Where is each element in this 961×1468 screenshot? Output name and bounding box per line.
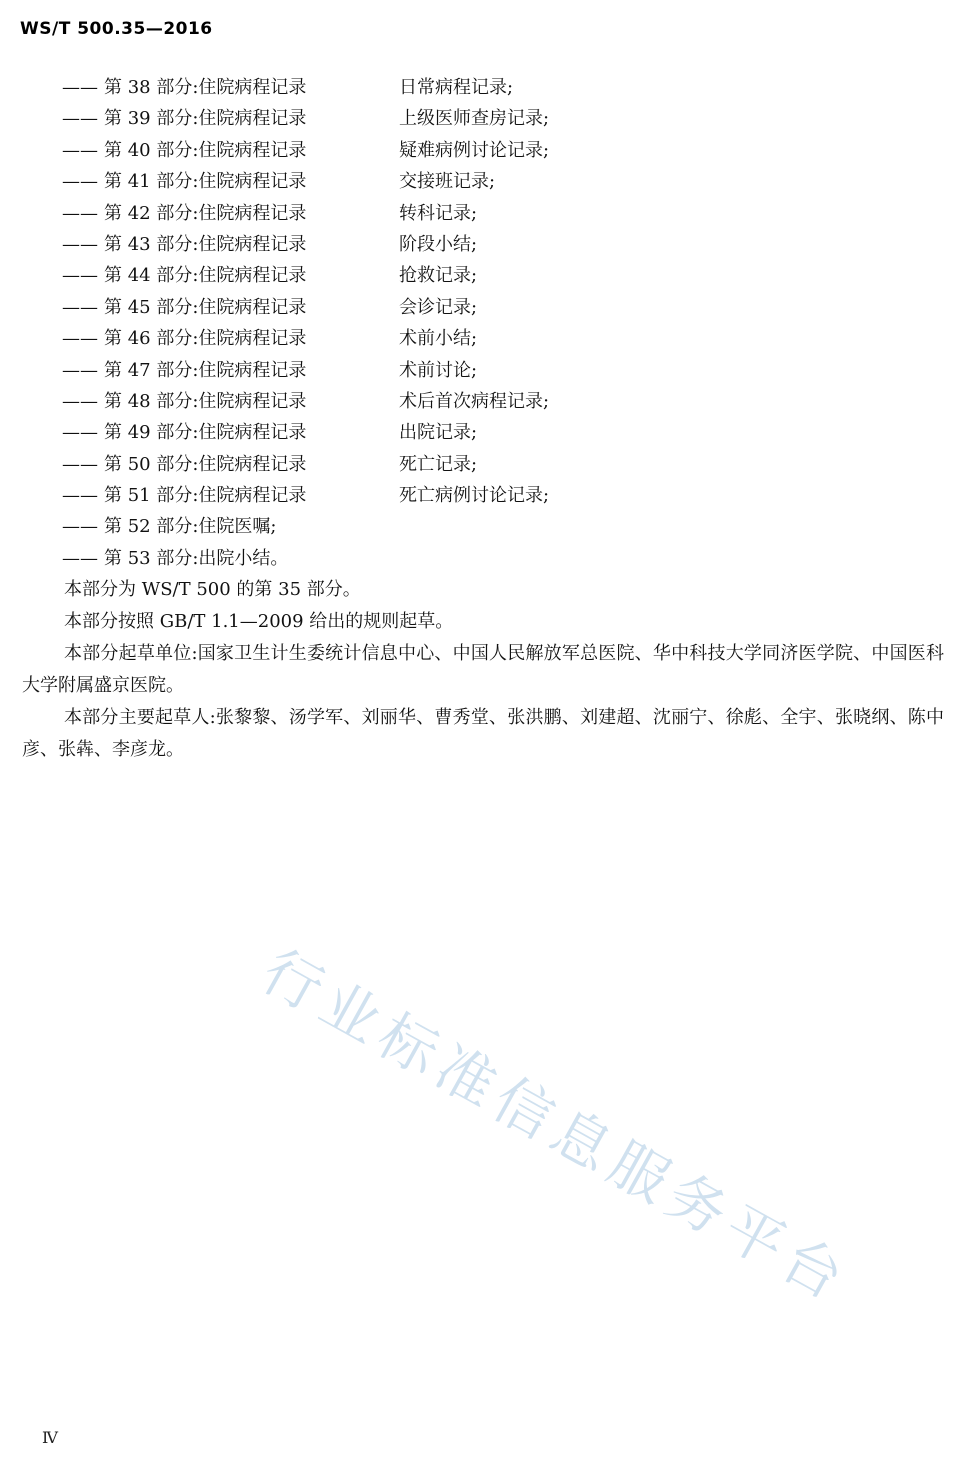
standard-number: WS/T 500.35—2016 (20, 19, 213, 39)
list-item-dash: —— (62, 296, 98, 318)
list-item-subtitle: 术前讨论; (399, 359, 478, 381)
list-item-dash: —— (62, 77, 98, 98)
list-item-part-title: 第 44 部分:住院病程记录 (104, 265, 307, 287)
list-item (62, 260, 549, 291)
list-item-dash: —— (62, 171, 98, 193)
list-item (62, 355, 549, 386)
list-item-part-title: 第 49 部分:住院病程记录 (104, 422, 307, 444)
list-item (62, 323, 549, 354)
list-item (62, 229, 549, 260)
list-item-dash: —— (62, 265, 98, 287)
list-item (62, 103, 549, 134)
list-item-part-title: 第 43 部分:住院病程记录 (104, 233, 307, 255)
list-item-part-title: 第 47 部分:住院病程记录 (104, 359, 307, 381)
list-item-subtitle: 上级医师查房记录; (399, 108, 550, 130)
list-item-part-title: 第 45 部分:住院病程记录 (104, 296, 307, 318)
list-item-dash: —— (62, 390, 98, 412)
list-item-dash: —— (62, 516, 98, 538)
list-item-subtitle: 交接班记录; (399, 171, 496, 193)
list-item-dash: —— (62, 453, 98, 475)
standard-number-header (20, 19, 213, 39)
list-item-dash: —— (62, 202, 98, 224)
list-item-dash: —— (62, 422, 98, 444)
watermark-text: 行业标准信息服务平台 (251, 936, 862, 1317)
list-item-part-title: 第 48 部分:住院病程记录 (104, 390, 307, 412)
list-item-part-title: 第 42 部分:住院病程记录 (104, 202, 307, 224)
list-item-subtitle: 会诊记录; (399, 296, 478, 318)
list-item-part-title: 第 50 部分:住院病程记录 (104, 453, 307, 475)
parts-list (62, 72, 549, 574)
list-item-subtitle: 转科记录; (399, 202, 478, 224)
list-item-dash: —— (62, 547, 98, 569)
list-item-part-title: 第 41 部分:住院病程记录 (104, 171, 307, 193)
list-item-dash: —— (62, 108, 98, 130)
list-item-subtitle: 日常病程记录; (399, 77, 514, 98)
list-item (62, 72, 549, 103)
list-item-part-title: 第 53 部分:出院小结。 (104, 547, 289, 569)
paragraph-part-of: 本部分为 WS/T 500 的第 35 部分。 (64, 579, 361, 600)
page-number: Ⅳ (42, 1428, 58, 1447)
list-item-subtitle: 出院记录; (399, 422, 478, 444)
list-item-dash: —— (62, 359, 98, 381)
list-item-dash: —— (62, 139, 98, 161)
list-item (62, 386, 549, 417)
list-item-part-title: 第 39 部分:住院病程记录 (104, 108, 307, 130)
list-item-subtitle: 阶段小结; (399, 233, 478, 255)
list-item (62, 480, 549, 511)
list-item (62, 417, 549, 448)
list-item (62, 198, 549, 229)
list-item-part-title: 第 46 部分:住院病程记录 (104, 328, 307, 350)
list-item-subtitle: 疑难病例讨论记录; (399, 139, 550, 161)
list-item (62, 135, 549, 166)
list-item (62, 511, 549, 542)
list-item-dash: —— (62, 485, 98, 507)
paragraph-drafting-rules: 本部分按照 GB/T 1.1—2009 给出的规则起草。 (64, 611, 454, 632)
list-item (62, 166, 549, 197)
list-item-subtitle: 死亡病例讨论记录; (399, 485, 550, 507)
list-item-subtitle: 术后首次病程记录; (399, 390, 550, 412)
list-item-subtitle: 术前小结; (399, 328, 478, 350)
list-item-dash: —— (62, 328, 98, 350)
list-item (62, 449, 549, 480)
list-item-subtitle: 死亡记录; (399, 453, 478, 475)
list-item-part-title: 第 52 部分:住院医嘱; (104, 516, 277, 538)
list-item (62, 292, 549, 323)
list-item-part-title: 第 38 部分:住院病程记录 (104, 77, 307, 98)
list-item-dash: —— (62, 233, 98, 255)
paragraph-drafters: 本部分主要起草人:张黎黎、汤学军、刘丽华、曹秀堂、张洪鹏、刘建超、沈丽宁、徐彪、全宇、张晓纲、陈中彦、张犇、李彦龙。 (22, 707, 944, 760)
list-item-part-title: 第 40 部分:住院病程记录 (104, 139, 307, 161)
list-item-part-title: 第 51 部分:住院病程记录 (104, 485, 307, 507)
list-item (62, 543, 549, 574)
list-item-subtitle: 抢救记录; (399, 265, 478, 287)
paragraph-drafting-units: 本部分起草单位:国家卫生计生委统计信息中心、中国人民解放军总医院、华中科技大学同济医学院、中国医科大学附属盛京医院。 (22, 643, 944, 696)
